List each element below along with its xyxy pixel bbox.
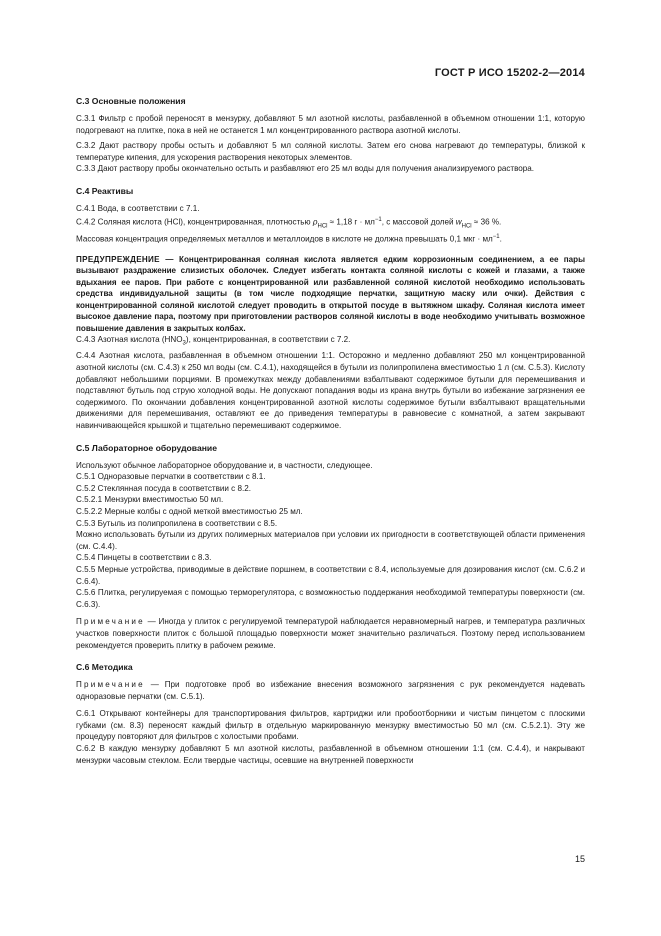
paragraph-c3-2: С.3.2 Дают раствору пробы остыть и добавляют 5 мл соляной кислоты. Затем его снова нагревают до температуры, близкой к температуре кипения, для ускорения растворения некоторых элементов. [76, 141, 585, 162]
list-item-c5-6: С.5.6 Плитка, регулируемая с помощью терморегулятора, с возможностью поддержания необходимой температуры поверхности (см. С.6.3). [76, 588, 585, 609]
standard-header: ГОСТ Р ИСО 15202-2—2014 [434, 67, 585, 79]
c4-43-text-a: С.4.3 Азотная кислота (HNO [76, 335, 183, 345]
paragraph-c4-3-nitric [76, 334, 585, 350]
note-c6 [76, 679, 585, 702]
c4-3-text-b: . [499, 235, 502, 245]
note-label: Примечание [76, 680, 145, 690]
section-c6-title: С.6 Методика [76, 662, 133, 673]
c4-2-text-b: ≈ 1,18 г · мл [329, 217, 375, 227]
paragraph-c3-3: С.3.3 Дают раствору пробы окончательно остыть и разбавляют его 25 мл воды для получения анализируемого раствора. [76, 164, 535, 174]
paragraph-c6-1: С.6.1 Открывают контейнеры для транспортирования фильтров, картриджи или пробоотборники и чистым пинцетом с плоскими губками (см. 8.3) переносят каждый фильтр в отдельную маркированную мензурку вместимостью 50 мл (см. С.5.2.1). Эту же процедуру повторяют для фильтров с холостыми пробами. [76, 709, 585, 742]
list-item-c5-2: С.5.2 Стеклянная посуда в соответствии с 8.2. [76, 483, 251, 493]
c4-2-text-a: С.4.2 Соляная кислота (HCl), концентрированная, плотностью [76, 217, 311, 227]
paragraph-c4-4: С.4.4 Азотная кислота, разбавленная в объемном отношении 1:1. Осторожно и медленно добавляют 250 мл концентрированной азотной кислоты (см. С.4.3) к 250 мл воды (см. С.4.1), находящейся в бутыли из полипропилена вместимостью 1 л (см. С.5.3). Кислоту добавляют небольшими порциями. В промежутках между добавлениями взбалтывают содержимое бутыли для перемешивания и подставляют бутыль под струю холодной воды. Не допускают попадания воды из крана внутрь бутыли во избежание загрязнения ее содержимого. По окончании добавления концентрированной азотной кислоты содержимое бутыли взбалтывают вращательными движениями для перемешивания, оставляют ее до приведения температуры в равновесие с комнатной, а затем закрывают навинчивающейся крышкой и тщательно перемешивают содержимое. [76, 351, 585, 430]
c4-3-superscript: −1 [492, 234, 500, 241]
note-text: — Иногда у плиток с регулируемой температурой наблюдается неравномерный нагрев, и температура различных участков поверхности плиток с большой площадью поверхности может значительно различаться. Поэтому перед использованием рекомендуется проверить плитку в рабочем режиме. [76, 617, 585, 650]
note-c5 [76, 616, 585, 651]
rho-subscript: HCl [317, 222, 328, 229]
list-item-c5-3: С.5.3 Бутыль из полипропилена в соответствии с 8.5. [76, 518, 278, 528]
warning-block [76, 254, 585, 335]
w-symbol: w [455, 217, 462, 227]
list-item-c5-4: С.5.4 Пинцеты в соответствии с 8.3. [76, 553, 212, 563]
section-c4-title: С.4 Реактивы [76, 185, 134, 196]
paragraph-c3-1: С.3.1 Фильтр с пробой переносят в мензурку, добавляют 5 мл азотной кислоты, разбавленной в объемном отношении 1:1, которую подогревают на плитке, пока в ней не останется 1 мл концентрированного раствора азотной кислоты. [76, 114, 585, 135]
note-label: Примечание [76, 617, 145, 627]
warning-lead: ПРЕДУПРЕЖДЕНИЕ — [76, 254, 174, 264]
paragraph-c4-1: С.4.1 Вода, в соответствии с 7.1. [76, 203, 200, 213]
list-item-c5-2-2: С.5.2.2 Мерные колбы с одной меткой вместимостью 25 мл. [76, 506, 303, 516]
paragraph-c4-2 [76, 215, 585, 233]
paragraph-c6-2: С.6.2 В каждую мензурку добавляют 5 мл азотной кислоты, разбавленной в объемном отношении 1:1 (см. С.4.4), и накрывают мензурки часовым стеклом. Если твердые частицы, осевшие на внутренней поверхности [76, 744, 585, 765]
list-item-c5-2-1: С.5.2.1 Мензурки вместимостью 50 мл. [76, 495, 224, 505]
paragraph-c4-3 [76, 232, 585, 245]
c4-3-text-a: Массовая концентрация определяемых металлов и металлоидов в кислоте не должна превышать 0,1 мкг · мл [76, 235, 493, 245]
section-c5-title: С.5 Лабораторное оборудование [76, 442, 217, 453]
w-subscript: HCl [461, 222, 472, 229]
unit-superscript: −1 [374, 216, 382, 223]
c4-2-text-d: ≈ 36 %. [473, 217, 502, 227]
section-c3-title: С.3 Основные положения [76, 96, 186, 106]
list-item-c5-1: С.5.1 Одноразовые перчатки в соответствии с 8.1. [76, 472, 266, 482]
rho-symbol: ρ [312, 217, 318, 227]
paragraph-c5-intro: Используют обычное лабораторное оборудование и, в частности, следующее. [76, 460, 373, 470]
document-body [76, 95, 585, 766]
c4-43-subscript: 3 [182, 340, 186, 347]
c4-2-text-c: , с массовой долей [381, 217, 454, 227]
page-number: 15 [574, 854, 585, 864]
paragraph-c5-polymer: Можно использовать бутыли из других полимерных материалов при условии их пригодности в соответствующей области применения (см. С.4.4). [76, 530, 585, 551]
list-item-c5-5: С.5.5 Мерные устройства, приводимые в действие поршнем, в соответствии с 8.4, используемые для дозирования кислот (см. С.6.2 и С.6.4). [76, 564, 585, 586]
note-text: — При подготовке проб во избежание внесения возможного загрязнения с рук рекомендуется надевать одноразовые перчатки (см. С.5.1). [76, 680, 585, 701]
warning-text: Концентрированная соляная кислота является едким коррозионным соединением, а ее пары вызывают раздражение слизистых оболочек. Следует избегать контакта соляной кислоты с кожей и глазами, а также вдыхания ее паров. При работе с концентрированной или разбавленной соляной кислотой необходимо использовать средства индивидуальной защиты (в том числе подходящие перчатки, защитную маску или очки). Действия с концентрированной соляной кислотой следует проводить в открытой посуде в вытяжном шкафу. Соляная кислота имеет высокое давление пара, поэтому при приготовлении растворов соляной кислоты в воде необходимо учитывать возможное повышение давления в закрытых колбах. [76, 254, 585, 333]
c4-43-text-b: ), концентрированная, в соответствии с 7.2. [185, 335, 351, 345]
